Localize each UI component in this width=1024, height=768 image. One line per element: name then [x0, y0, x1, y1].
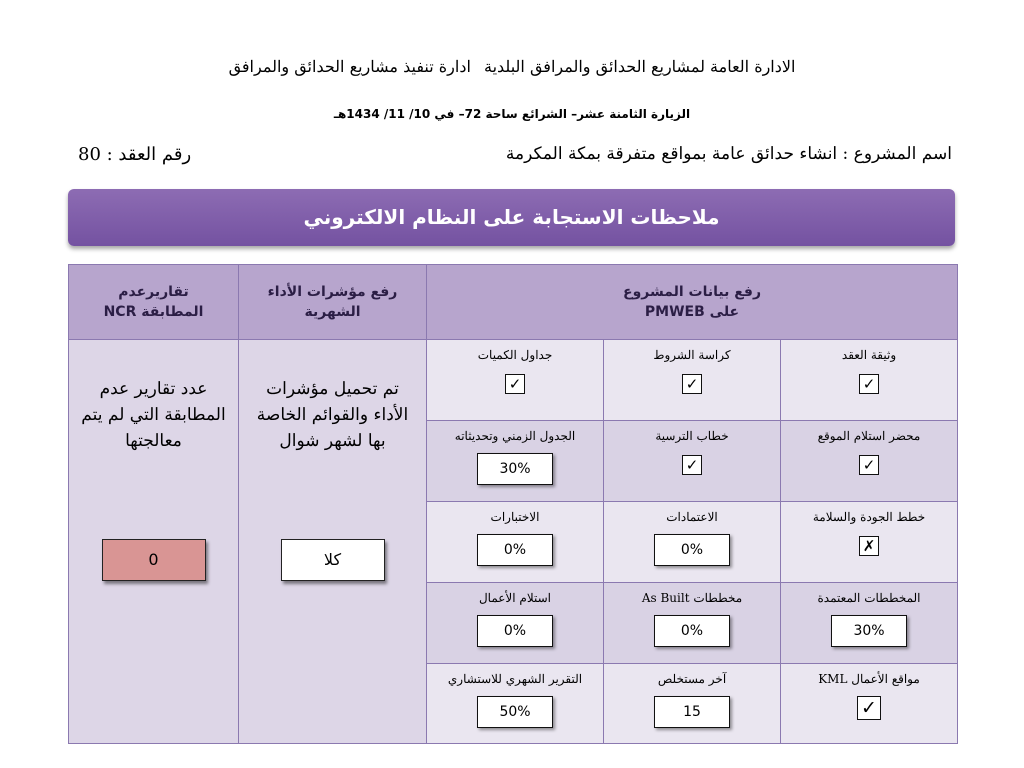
kpi-column	[239, 340, 427, 744]
kpi-header-sub: الشهرية	[304, 304, 361, 320]
cell-label: خطط الجودة والسلامة	[812, 510, 926, 524]
department-name: ادارة تنفيذ مشاريع الحدائق والمرافق	[228, 57, 471, 76]
pmweb-cell	[604, 421, 781, 502]
cell-label: استلام الأعمال	[478, 591, 552, 605]
pmweb-cell	[604, 502, 781, 583]
pmweb-cell	[427, 502, 604, 583]
checkbox-icon: ✓	[682, 374, 702, 394]
pmweb-cell	[604, 664, 781, 744]
cell-label: كراسة الشروط	[653, 348, 731, 362]
cell-label: التقرير الشهري للاستشاري	[447, 672, 583, 686]
pmweb-cell	[427, 421, 604, 502]
cell-label: الاختبارات	[490, 510, 540, 524]
cell-label: وثيقة العقد	[841, 348, 897, 362]
pmweb-cell	[427, 340, 604, 421]
visit-info: الزيارة الثامنة عشر– الشرائع ساحة 72– في 10/ 11/ 1434هـ	[333, 107, 691, 121]
ncr-header	[69, 265, 239, 340]
checkbox-icon: ✓	[682, 455, 702, 475]
checkbox-icon: ✓	[859, 455, 879, 475]
cell-label: مخططات As Built	[641, 591, 743, 605]
checkbox-icon: ✓	[505, 374, 525, 394]
cell-label: خطاب الترسية	[655, 429, 729, 443]
pmweb-cell	[604, 340, 781, 421]
pmweb-cell	[427, 583, 604, 664]
section-banner: ملاحظات الاستجابة على النظام الالكتروني	[68, 189, 955, 246]
percent-box: 30%	[477, 453, 553, 485]
pmweb-cell	[781, 340, 958, 421]
kpi-status-box: كلا	[281, 539, 385, 581]
pmweb-cell	[781, 421, 958, 502]
kpi-description: تم تحميل مؤشرات الأداء والقوائم الخاصة بها لشهر شوال	[256, 379, 409, 451]
percent-box: 0%	[654, 534, 730, 566]
checkbox-icon: ✓	[857, 696, 881, 720]
authority-name: الادارة العامة لمشاريع الحدائق والمرافق البلدية	[484, 57, 796, 76]
cell-label: آخر مستخلص	[657, 672, 727, 686]
cell-label: محضر استلام الموقع	[817, 429, 921, 443]
pmweb-cell	[604, 583, 781, 664]
pmweb-cell	[427, 664, 604, 744]
cell-label: الاعتمادات	[666, 510, 718, 524]
checkbox-icon: ✓	[859, 374, 879, 394]
pmweb-header-sub: على PMWEB	[644, 304, 740, 320]
pmweb-header-title: رفع بيانات المشروع	[623, 284, 762, 300]
percent-box: 0%	[477, 534, 553, 566]
percent-box: 0%	[477, 615, 553, 647]
pmweb-cell	[781, 664, 958, 744]
pmweb-header	[427, 265, 958, 340]
pmweb-cell	[781, 502, 958, 583]
cell-label: مواقع الأعمال KML	[818, 672, 920, 686]
kpi-header	[239, 265, 427, 340]
ncr-column	[69, 340, 239, 744]
contract-number: رقم العقد : 80	[78, 144, 192, 165]
percent-box: 30%	[831, 615, 907, 647]
cell-label: الجدول الزمني وتحديثاته	[454, 429, 576, 443]
cell-label: المخططات المعتمدة	[817, 591, 921, 605]
cell-label: جداول الكميات	[477, 348, 553, 362]
authority-heading	[0, 57, 1024, 76]
ncr-header-sub: المطابقة NCR	[103, 304, 204, 320]
value-box: 15	[654, 696, 730, 728]
ncr-header-title: تقاريرعدم	[118, 284, 189, 300]
cross-checkbox-icon: ✗	[859, 536, 879, 556]
percent-box: 50%	[477, 696, 553, 728]
kpi-header-title: رفع مؤشرات الأداء	[267, 284, 398, 300]
status-table	[68, 264, 958, 744]
ncr-description: عدد تقارير عدم المطابقة التي لم يتم معالجتها	[81, 379, 226, 451]
project-name: اسم المشروع : انشاء حدائق عامة بمواقع متفرقة بمكة المكرمة	[505, 144, 952, 164]
percent-box: 0%	[654, 615, 730, 647]
ncr-count-box: 0	[102, 539, 206, 581]
pmweb-cell	[781, 583, 958, 664]
